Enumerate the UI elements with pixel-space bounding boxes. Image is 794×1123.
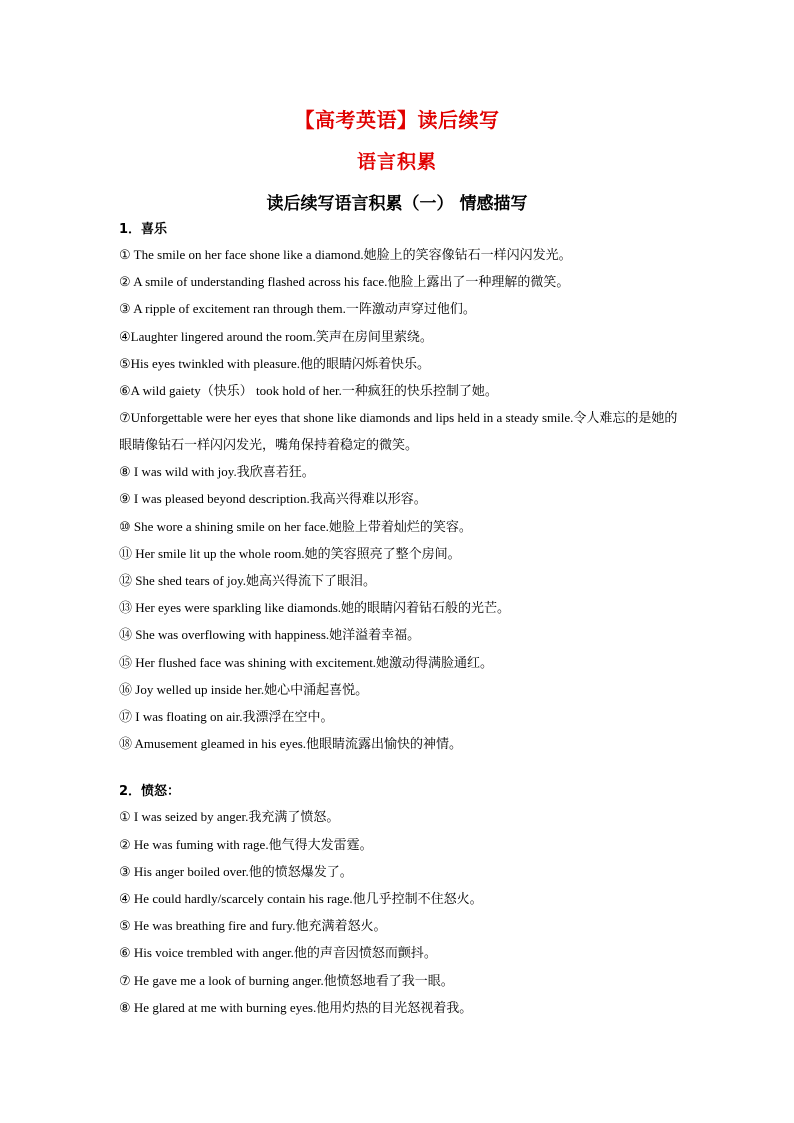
list-item xyxy=(119,649,679,676)
category-title-anger: 2．愤怒： xyxy=(119,784,181,800)
item-number: ③ xyxy=(119,863,131,879)
list-item xyxy=(119,939,679,966)
item-number: ⑱ xyxy=(119,736,133,752)
list-item xyxy=(119,377,679,404)
list-item xyxy=(119,295,679,322)
item-number: ⑨ xyxy=(119,491,131,507)
list-item xyxy=(119,594,679,621)
list-item xyxy=(119,241,679,268)
item-text: A smile of understanding flashed across his face.他脸上露出了一种理解的微笑。 xyxy=(130,274,570,290)
item-text: The smile on her face shone like a diamond.她脸上的笑容像钻石一样闪闪发光。 xyxy=(130,247,572,262)
item-number: ⑤ xyxy=(119,918,131,934)
item-text: His voice trembled with anger.他的声音因愤怒而颤抖。 xyxy=(130,945,437,961)
list-item xyxy=(119,703,679,730)
item-number: ⑮ xyxy=(119,654,133,670)
item-text: He was breathing fire and fury.他充满着怒火。 xyxy=(130,918,387,934)
item-text: He glared at me with burning eyes.他用灼热的目光怒视着我。 xyxy=(130,999,473,1015)
item-number: ① xyxy=(119,247,131,262)
item-text: He could hardly/scarcely contain his rage.他几乎控制不住怒火。 xyxy=(130,891,483,907)
category-title-joy: 1．喜乐 xyxy=(119,222,168,237)
item-number: ⑬ xyxy=(119,600,133,616)
item-text: His anger boiled over.他的愤怒爆发了。 xyxy=(130,863,353,879)
list-item xyxy=(119,567,679,594)
item-number: ⑩ xyxy=(119,518,131,534)
section-heading: 读后续写语言积累（一） 情感描写 xyxy=(266,194,528,214)
list-item xyxy=(119,967,679,994)
list-item xyxy=(119,676,679,703)
item-number: ④ xyxy=(119,891,131,907)
list-item xyxy=(119,858,679,885)
item-number: ⑧ xyxy=(119,999,131,1015)
document-title: 【高考英语】读后续写 xyxy=(294,108,500,132)
item-text: Her smile lit up the whole room.她的笑容照亮了整个房间。 xyxy=(132,545,461,561)
item-text: I was pleased beyond description.我高兴得难以形容。 xyxy=(130,491,427,507)
list-item xyxy=(119,350,679,377)
list-item xyxy=(119,912,679,939)
item-text: A ripple of excitement ran through them.一阵激动声穿过他们。 xyxy=(130,301,476,317)
item-text: She wore a shining smile on her face.她脸上带着灿烂的笑容。 xyxy=(130,518,472,534)
list-item xyxy=(119,885,679,912)
item-text: Her eyes were sparkling like diamonds.她的眼睛闪着钻石般的光芒。 xyxy=(132,600,511,616)
item-number: ⑯ xyxy=(119,681,133,697)
item-number: ③ xyxy=(119,301,131,317)
item-number: ⑰ xyxy=(119,709,133,725)
item-number: ⑫ xyxy=(119,573,133,589)
list-item xyxy=(119,404,679,458)
list-item xyxy=(119,540,679,567)
item-text: I was seized by anger.我充满了愤怒。 xyxy=(130,809,340,825)
item-text: Her flushed face was shining with excitement.她激动得满脸通红。 xyxy=(132,654,494,670)
item-text: A wild gaiety（快乐） took hold of her.一种疯狂的快乐控制了她。 xyxy=(130,383,498,399)
list-item xyxy=(119,513,679,540)
list-item xyxy=(119,485,679,512)
item-number: ④ xyxy=(119,328,131,344)
item-text: His eyes twinkled with pleasure.他的眼睛闪烁着快乐。 xyxy=(130,355,430,371)
item-number: ⑦ xyxy=(119,410,131,426)
list-item xyxy=(119,458,679,485)
item-text: He was fuming with rage.他气得大发雷霆。 xyxy=(130,836,373,852)
item-number: ⑥ xyxy=(119,383,131,399)
item-number: ⑥ xyxy=(119,945,131,961)
list-item xyxy=(119,803,679,830)
item-number: ⑤ xyxy=(119,355,131,371)
list-item xyxy=(119,994,679,1021)
item-text: Joy welled up inside her.她心中涌起喜悦。 xyxy=(132,681,369,697)
item-number: ⑧ xyxy=(119,464,131,480)
list-item xyxy=(119,730,679,757)
item-text: Laughter lingered around the room.笑声在房间里萦绕。 xyxy=(130,328,433,344)
section-gap xyxy=(119,757,679,781)
item-number: ⑦ xyxy=(119,972,131,988)
item-text: I was wild with joy.我欣喜若狂。 xyxy=(130,464,315,480)
item-number: ② xyxy=(119,836,131,852)
list-item xyxy=(119,831,679,858)
item-number: ② xyxy=(119,274,131,290)
list-item xyxy=(119,323,679,350)
item-text: Amusement gleamed in his eyes.他眼睛流露出愉快的神情。 xyxy=(132,736,463,752)
list-item xyxy=(119,621,679,648)
item-text: She was overflowing with happiness.她洋溢着幸福。 xyxy=(132,627,421,643)
document-subtitle: 语言积累 xyxy=(356,151,437,173)
item-number: ① xyxy=(119,809,131,825)
item-text: Unforgettable were her eyes that shone like diamonds and lips held in a steady smile.令人难忘的是她的眼睛像钻石一样闪闪发光，嘴角保持着稳定的微笑。 xyxy=(119,410,678,453)
item-text: He gave me a look of burning anger.他愤怒地看了我一眼。 xyxy=(130,972,454,988)
content-body xyxy=(119,219,679,1021)
item-number: ⑪ xyxy=(119,545,133,561)
item-text: I was floating on air.我漂浮在空中。 xyxy=(132,709,334,725)
list-item xyxy=(119,268,679,295)
item-number: ⑭ xyxy=(119,627,133,643)
item-text: She shed tears of joy.她高兴得流下了眼泪。 xyxy=(132,573,376,589)
